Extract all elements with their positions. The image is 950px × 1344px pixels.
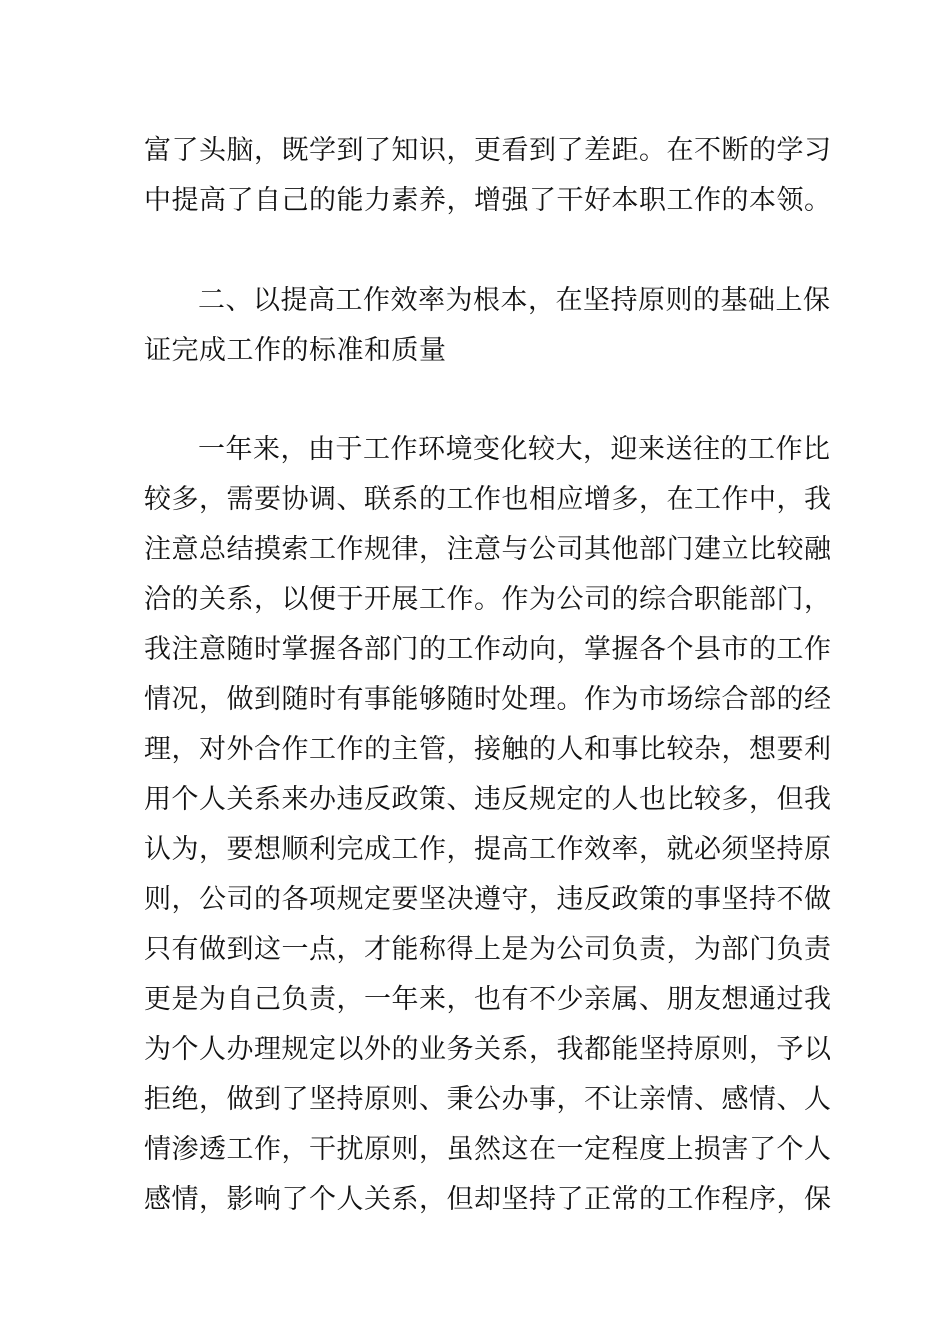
text-line: 中提高了自己的能力素养，增强了干好本职工作的本领。 [144, 185, 832, 216]
text-line: 认为，要想顺利完成工作，提高工作效率，就必须坚持原 [144, 834, 832, 865]
section-heading-line: 证完成工作的标准和质量 [144, 335, 447, 366]
text-line: 为个人办理规定以外的业务关系，我都能坚持原则，予以 [144, 1034, 832, 1065]
text-line: 我注意随时掌握各部门的工作动向，掌握各个县市的工作 [144, 634, 832, 665]
text-line: 洽的关系，以便于开展工作。作为公司的综合职能部门， [144, 584, 832, 615]
text-line: 更是为自己负责，一年来，也有不少亲属、朋友想通过我 [144, 984, 832, 1015]
section-heading-line: 二、以提高工作效率为根本，在坚持原则的基础上保 [198, 285, 831, 316]
text-line: 富了头脑，既学到了知识，更看到了差距。在不断的学习 [144, 135, 832, 166]
text-line: 拒绝，做到了坚持原则、秉公办事，不让亲情、感情、人 [144, 1084, 832, 1115]
text-line: 感情，影响了个人关系，但却坚持了正常的工作程序，保 [144, 1184, 832, 1215]
text-line: 较多，需要协调、联系的工作也相应增多，在工作中，我 [144, 484, 832, 515]
text-line: 情况，做到随时有事能够随时处理。作为市场综合部的经 [144, 684, 832, 715]
text-line: 理，对外合作工作的主管，接触的人和事比较杂，想要利 [144, 734, 832, 765]
text-line: 一年来，由于工作环境变化较大，迎来送往的工作比 [198, 434, 831, 465]
text-line: 注意总结摸索工作规律，注意与公司其他部门建立比较融 [144, 534, 832, 565]
text-line: 用个人关系来办违反政策、违反规定的人也比较多，但我 [144, 784, 832, 815]
text-line: 只有做到这一点，才能称得上是为公司负责，为部门负责 [144, 934, 832, 965]
text-line: 则，公司的各项规定要坚决遵守，违反政策的事坚持不做 [144, 884, 832, 915]
text-line: 情渗透工作，干扰原则，虽然这在一定程度上损害了个人 [144, 1134, 832, 1165]
